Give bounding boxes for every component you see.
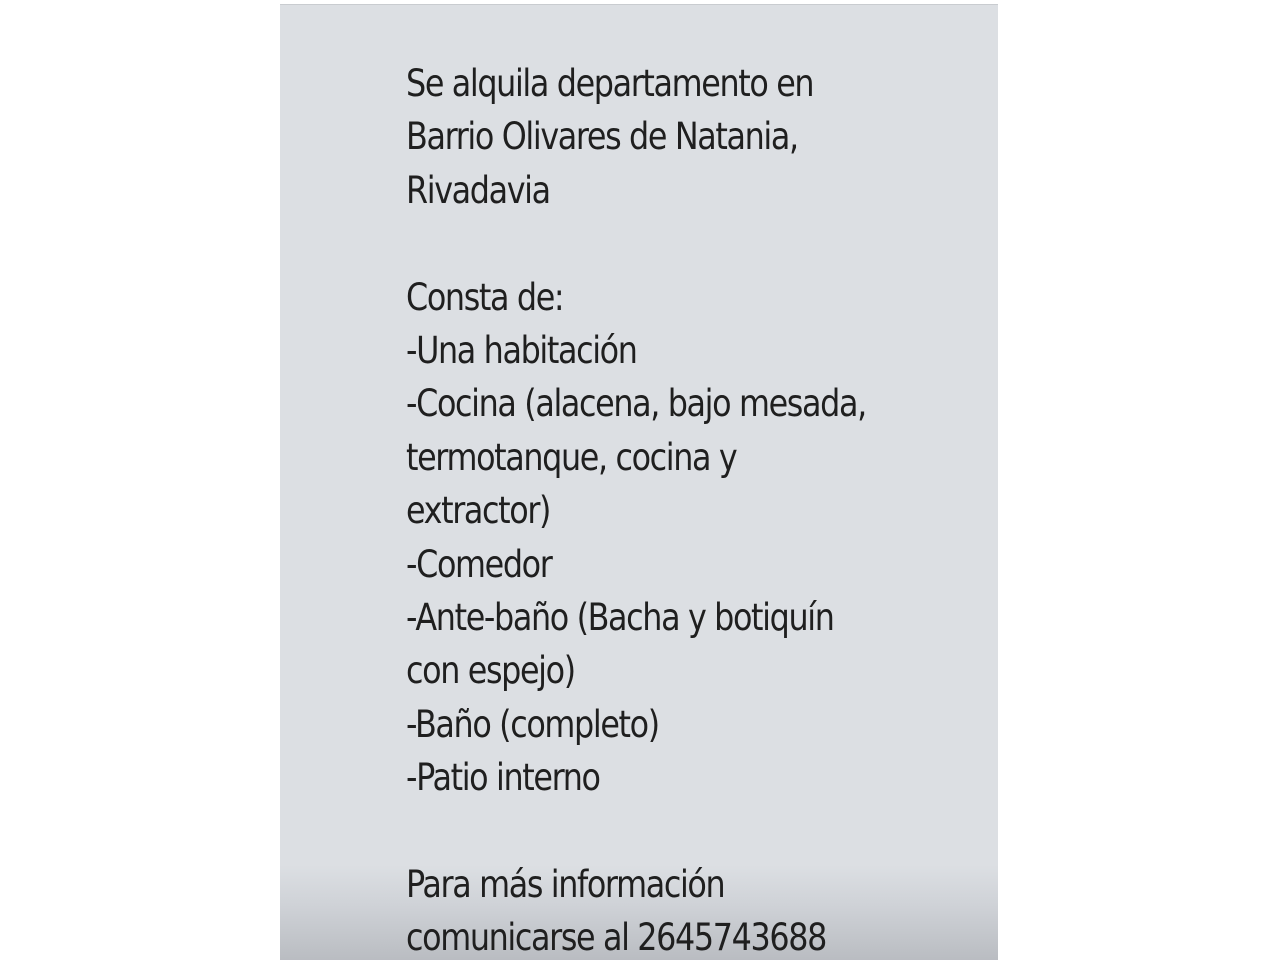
item-line-5: -Comedor [406,542,552,586]
item-line-4: extractor) [406,489,551,533]
intro-line-1: Se alquila departamento en [406,62,814,105]
contact-line-1: Para más información [406,862,725,906]
consta-heading: Consta de: [406,275,564,319]
item-line-6: -Ante-baño (Bacha y botiquín [406,595,834,639]
item-line-8: -Baño (completo) [406,702,659,746]
message-card [280,4,998,960]
blank-line [406,217,888,270]
item-line-7: con espejo) [406,649,575,693]
intro-line-3: Rivadavia [406,168,550,212]
blank-line [406,804,888,857]
item-line-3: termotanque, cocina y [406,435,737,479]
intro-line-2: Barrio Olivares de Natania, [406,115,798,159]
item-line-1: -Una habitación [406,328,637,372]
listing-text [406,57,888,960]
item-line-2: -Cocina (alacena, bajo mesada, [406,382,866,426]
item-line-9: -Patio interno [406,756,600,800]
contact-line-2: comunicarse al 2645743688 [406,916,826,960]
